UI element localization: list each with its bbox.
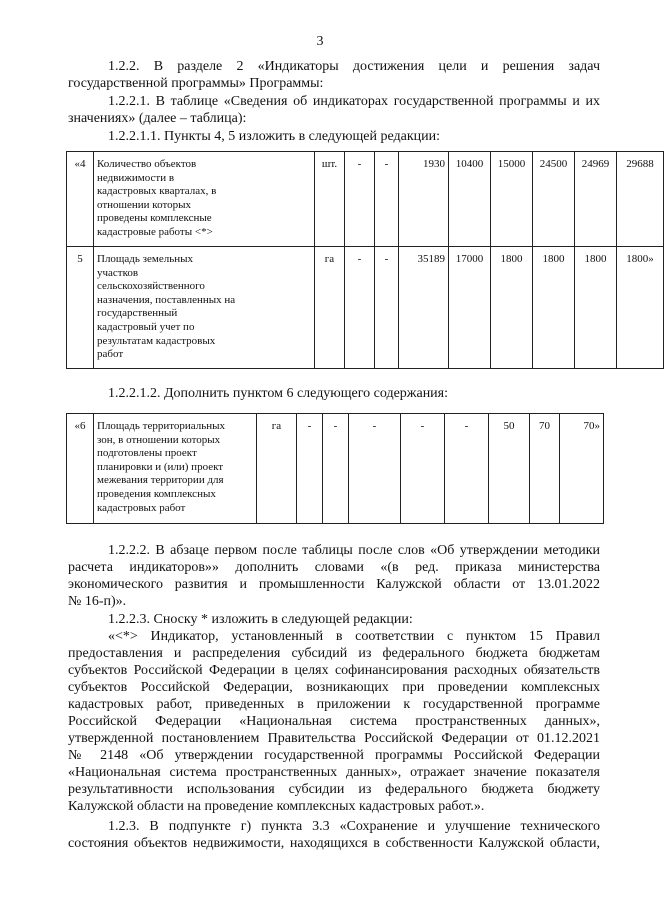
name-line: государственный <box>97 307 178 320</box>
text-line: 1.2.2. В разделе 2 «Индикаторы достижения цели и решения задач <box>108 59 600 74</box>
paragraph-1-2-2-3: 1.2.2.3. Сноску * изложить в следующей редакции: <box>108 612 413 627</box>
name-line: недвижимости в <box>97 171 175 184</box>
paragraph-1-2-2-1-2: 1.2.2.1.2. Дополнить пунктом 6 следующего содержания: <box>108 386 449 401</box>
text-line: результативности использования субсидии из федерального бюджета бюджету <box>68 782 600 797</box>
name-line: назначения, поставленных на <box>97 293 236 306</box>
unit-cell: га <box>315 247 345 369</box>
text-line: «Национальная система пространственных данных», отражает значение показателя <box>68 765 600 780</box>
footnote-paragraph <box>68 628 600 815</box>
value-cell: 15000 <box>491 152 533 247</box>
value-cell: 1930 <box>399 152 449 247</box>
text-line: Российской Федерации «Национальная система пространственных данных», <box>68 714 600 729</box>
value-cell: - <box>445 414 489 524</box>
name-line: проведения комплексных <box>97 487 216 500</box>
name-line: Площадь территориальных <box>97 420 226 432</box>
value-cell: - <box>401 414 445 524</box>
value-cell: 35189 <box>399 247 449 369</box>
name-line: зон, в отношении которых <box>97 433 221 446</box>
name-line: подготовлены проект <box>97 447 197 460</box>
name-line: кадастровые работы <*> <box>97 225 213 238</box>
text-line: Калужской области на проведение комплексных кадастровых работ.». <box>68 799 485 814</box>
indicator-name <box>94 414 257 524</box>
value-cell: - <box>345 152 375 247</box>
row-number: 5 <box>67 247 94 369</box>
text-line: субъектов Российской Федерации, возникающих при проведении комплексных <box>68 680 600 695</box>
value-cell: 17000 <box>449 247 491 369</box>
row-number: «4 <box>67 152 94 247</box>
unit-cell: шт. <box>315 152 345 247</box>
text-line: «<*> Индикатор, установленный в соответствии с пунктом 15 Правил <box>108 629 600 644</box>
paragraph-1-2-2 <box>68 58 600 92</box>
value-cell: - <box>375 152 399 247</box>
indicators-table-2 <box>66 413 604 524</box>
name-line: работ <box>97 348 124 361</box>
text-line: утвержденной постановлением Правительства Российской Федерации от 01.12.2021 <box>68 731 600 746</box>
text-line: расчета индикаторов»» дополнить словами «(в ред. приказа министерства <box>68 560 600 575</box>
table-row <box>67 414 604 524</box>
name-line: кадастровых работ <box>97 501 186 514</box>
name-line: результатам кадастровых <box>97 334 216 347</box>
table-row <box>67 247 664 369</box>
table-row <box>67 152 664 247</box>
name-line: отношении которых <box>97 198 192 211</box>
name-line: межевания территории для <box>97 474 224 487</box>
text-line: состояния объектов недвижимости, находящихся в собственности Калужской области, <box>68 836 600 851</box>
text-line: субъектов Российской Федерации в целях софинансирования расходных обязательств <box>68 663 600 678</box>
name-line: кадастровый учет по <box>97 320 195 333</box>
indicators-table-1 <box>66 151 664 369</box>
value-cell: - <box>323 414 349 524</box>
indicator-name <box>94 247 315 369</box>
value-cell: - <box>349 414 401 524</box>
text-line: № 2148 «Об утверждении государственной программы Российской Федерации <box>68 748 600 763</box>
value-cell: - <box>375 247 399 369</box>
name-line: Площадь земельных <box>97 253 194 265</box>
name-line: участков <box>97 266 139 279</box>
paragraph-1-2-2-2 <box>68 542 600 610</box>
text-line: государственной программы» Программы: <box>68 76 324 91</box>
page-number: 3 <box>316 34 324 49</box>
text-line: кадастровых работ, приведенных в приложении к государственной программе <box>68 697 600 712</box>
indicator-name <box>94 152 315 247</box>
name-line: планировки и (или) проект <box>97 460 224 473</box>
text-line: 1.2.2.2. В абзаце первом после таблицы после слов «Об утверждении методики <box>108 543 600 558</box>
name-line: сельскохозяйственного <box>97 280 205 293</box>
text-line: значениях» (далее – таблица): <box>68 111 247 126</box>
value-cell: - <box>345 247 375 369</box>
value-cell: 70 <box>530 414 560 524</box>
value-cell: 1800» <box>617 247 664 369</box>
value-cell: 10400 <box>449 152 491 247</box>
paragraph-1-2-2-1-1: 1.2.2.1.1. Пункты 4, 5 изложить в следующей редакции: <box>108 129 441 144</box>
paragraph-1-2-3 <box>68 818 600 852</box>
unit-cell: га <box>257 414 297 524</box>
text-line: 1.2.2.1. В таблице «Сведения об индикаторах государственной программы и их <box>108 94 600 109</box>
value-cell: 29688 <box>617 152 664 247</box>
text-line: № 16-п)». <box>68 594 127 609</box>
name-line: Количество объектов <box>97 158 197 170</box>
value-cell: 1800 <box>491 247 533 369</box>
row-number: «6 <box>67 414 94 524</box>
value-cell: 70» <box>560 414 604 524</box>
text-line: экономического развития и промышленности Калужской области от 13.01.2022 <box>68 577 600 592</box>
paragraph-1-2-2-1 <box>68 93 600 127</box>
value-cell: 24500 <box>533 152 575 247</box>
value-cell: 50 <box>489 414 530 524</box>
text-line: 1.2.3. В подпункте г) пункта 3.3 «Сохранение и улучшение технического <box>108 819 600 834</box>
text-line: предоставления и распределения субсидий из федерального бюджета бюджетам <box>68 646 600 661</box>
value-cell: 1800 <box>575 247 617 369</box>
value-cell: - <box>297 414 323 524</box>
name-line: проведены комплексные <box>97 212 212 225</box>
name-line: кадастровых кварталах, в <box>97 185 217 198</box>
value-cell: 24969 <box>575 152 617 247</box>
value-cell: 1800 <box>533 247 575 369</box>
